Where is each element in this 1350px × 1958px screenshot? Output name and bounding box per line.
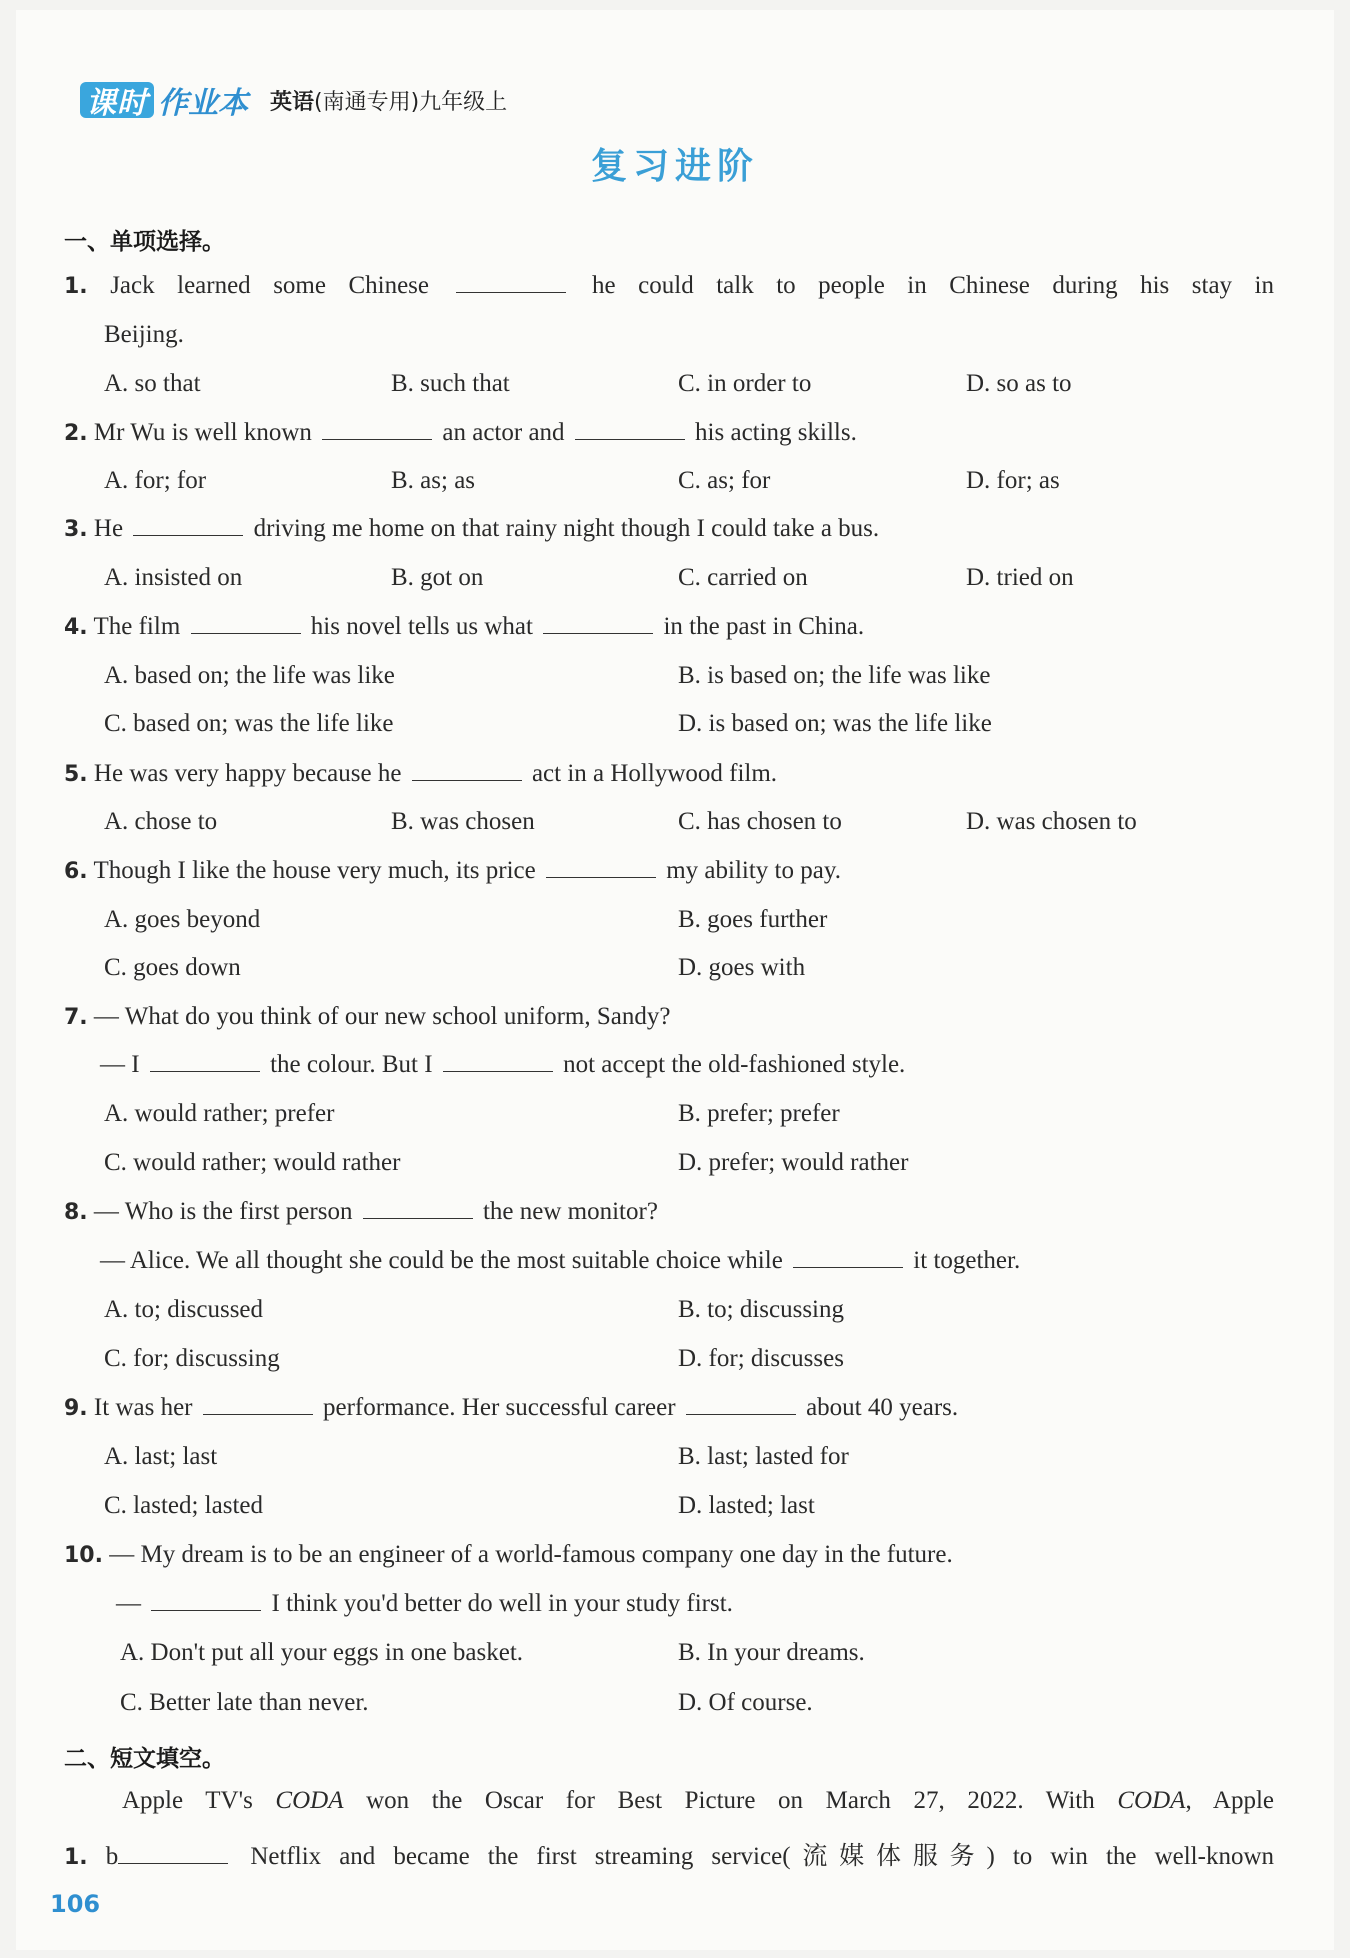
q3-option-c[interactable]: C. carried on [678, 564, 808, 591]
q9-option-d[interactable]: D. lasted; last [678, 1492, 815, 1519]
q8-option-d[interactable]: D. for; discusses [678, 1345, 844, 1372]
q5-option-a[interactable]: A. chose to [104, 808, 218, 835]
passage-blank-number: 1. [64, 1845, 88, 1870]
q2-text-b: an actor and [442, 419, 565, 446]
q6-text-a: Though I like the house very much, its price [93, 857, 536, 884]
q4-text-b: his novel tells us what [310, 613, 533, 640]
q5-text-b: act in a Hollywood film. [531, 760, 778, 787]
q10-text-c: I think you'd better do well in your study first. [271, 1590, 733, 1617]
q9-blank-2[interactable] [686, 1394, 796, 1415]
q10-option-a[interactable]: A. Don't put all your eggs in one basket. [120, 1639, 524, 1666]
q4-option-d[interactable]: D. is based on; was the life like [678, 710, 992, 737]
q8-line1 [64, 1198, 658, 1226]
q2-option-a[interactable]: A. for; for [104, 467, 207, 494]
q6-option-b[interactable]: B. goes further [678, 906, 828, 933]
q8-blank-1[interactable] [363, 1198, 473, 1219]
q6-line1 [64, 857, 841, 885]
q2-number: 2. [64, 421, 88, 446]
q8-option-a[interactable]: A. to; discussed [104, 1296, 264, 1323]
passage-l1-d: CODA [1117, 1787, 1186, 1814]
q2-option-c[interactable]: C. as; for [678, 467, 771, 494]
q9-text-b: performance. Her successful career [323, 1394, 676, 1421]
q2-blank-2[interactable] [575, 419, 685, 440]
q10-text-b: — [116, 1590, 141, 1617]
q10-option-c[interactable]: C. Better late than never. [120, 1689, 369, 1716]
q1-option-c[interactable]: C. in order to [678, 370, 812, 397]
q5-number: 5. [64, 762, 88, 787]
q1-text-a: Jack learned some Chinese [110, 272, 430, 299]
q8-text-d: it together. [913, 1247, 1021, 1274]
q3-text-a: He [93, 515, 124, 542]
q5-text-a: He was very happy because he [93, 760, 402, 787]
q6-number: 6. [64, 859, 88, 884]
subject-bold: 英语 [270, 89, 315, 115]
q7-line1 [64, 1003, 670, 1031]
q7-option-c[interactable]: C. would rather; would rather [104, 1149, 401, 1176]
q8-text-b: the new monitor? [482, 1198, 658, 1225]
q10-option-b[interactable]: B. In your dreams. [678, 1639, 865, 1666]
q3-text-b: driving me home on that rainy night though I could take a bus. [253, 515, 880, 542]
q7-blank-2[interactable] [443, 1051, 553, 1072]
q10-line1 [64, 1541, 953, 1569]
q3-option-a[interactable]: A. insisted on [104, 564, 243, 591]
q6-option-c[interactable]: C. goes down [104, 954, 241, 981]
q4-option-b[interactable]: B. is based on; the life was like [678, 662, 991, 689]
passage-line2 [64, 1836, 1274, 1872]
q2-option-b[interactable]: B. as; as [391, 467, 476, 494]
q5-option-d[interactable]: D. was chosen to [966, 808, 1137, 835]
q2-line1 [64, 419, 857, 447]
passage-l2-a: b [105, 1843, 119, 1870]
q3-option-d[interactable]: D. tried on [966, 564, 1074, 591]
q7-number: 7. [64, 1005, 88, 1030]
passage-blank-1[interactable] [118, 1843, 228, 1864]
page-title: 复习进阶 [590, 146, 759, 187]
q8-blank-2[interactable] [793, 1247, 903, 1268]
passage-l1-a: Apple TV's [122, 1787, 276, 1814]
q9-option-b[interactable]: B. last; lasted for [678, 1443, 849, 1470]
q4-number: 4. [64, 615, 88, 640]
q4-option-c[interactable]: C. based on; was the life like [104, 710, 394, 737]
q8-number: 8. [64, 1200, 88, 1225]
logo-text: 作业本 [158, 86, 248, 121]
q7-text-c: the colour. But I [270, 1051, 433, 1078]
q7-line2 [100, 1051, 905, 1079]
q4-line1 [64, 613, 864, 641]
q3-blank[interactable] [133, 515, 243, 536]
q6-blank[interactable] [546, 857, 656, 878]
q9-option-c[interactable]: C. lasted; lasted [104, 1492, 263, 1519]
q5-line1 [64, 760, 777, 788]
q2-option-d[interactable]: D. for; as [966, 467, 1060, 494]
logo-box: 课时 [80, 82, 154, 118]
q2-blank-1[interactable] [322, 419, 432, 440]
q1-option-d[interactable]: D. so as to [966, 370, 1072, 397]
q7-text-b: — I [100, 1051, 140, 1078]
page-number: 106 [50, 1890, 101, 1918]
q7-option-a[interactable]: A. would rather; prefer [104, 1100, 335, 1127]
q9-text-a: It was her [93, 1394, 193, 1421]
q8-option-c[interactable]: C. for; discussing [104, 1345, 280, 1372]
passage-l2-b: Netflix and became the first streaming service(流媒体服务) to win the well-known [250, 1843, 1274, 1870]
q10-blank[interactable] [151, 1590, 261, 1611]
subject-label [270, 85, 507, 116]
q5-option-b[interactable]: B. was chosen [391, 808, 535, 835]
q8-line2 [100, 1247, 1020, 1275]
q4-blank-1[interactable] [191, 613, 301, 634]
q4-blank-2[interactable] [543, 613, 653, 634]
section-2-title: 二、短文填空。 [64, 1746, 225, 1772]
q1-line1 [64, 272, 1274, 300]
q7-text-a: — What do you think of our new school uniform, Sandy? [93, 1003, 671, 1030]
q4-text-a: The film [93, 613, 181, 640]
worksheet-page [16, 10, 1334, 1950]
q7-option-b[interactable]: B. prefer; prefer [678, 1100, 840, 1127]
q2-text-a: Mr Wu is well known [93, 419, 312, 446]
q6-text-b: my ability to pay. [666, 857, 841, 884]
q10-line2 [116, 1590, 733, 1618]
q1-text-b: he could talk to people in Chinese during his stay in [592, 272, 1275, 299]
q5-option-c[interactable]: C. has chosen to [678, 808, 842, 835]
q1-blank[interactable] [456, 272, 566, 293]
q6-option-a[interactable]: A. goes beyond [104, 906, 261, 933]
q7-text-d: not accept the old-fashioned style. [563, 1051, 906, 1078]
q9-blank-1[interactable] [203, 1394, 313, 1415]
q8-option-b[interactable]: B. to; discussing [678, 1296, 844, 1323]
q9-option-a[interactable]: A. last; last [104, 1443, 218, 1470]
q4-text-c: in the past in China. [663, 613, 865, 640]
q1-line2: Beijing. [104, 321, 184, 348]
q9-number: 9. [64, 1396, 88, 1421]
passage-l1-e: , Apple [1185, 1787, 1275, 1814]
section-1-title: 一、单项选择。 [64, 229, 225, 255]
q3-option-b[interactable]: B. got on [391, 564, 484, 591]
q9-line1 [64, 1394, 958, 1422]
q5-blank[interactable] [412, 760, 522, 781]
passage-l1-c: won the Oscar for Best Picture on March 27, 2022. With [343, 1787, 1118, 1814]
header [80, 80, 507, 120]
q4-option-a[interactable]: A. based on; the life was like [104, 662, 395, 689]
q6-option-d[interactable]: D. goes with [678, 954, 806, 981]
q7-option-d[interactable]: D. prefer; would rather [678, 1149, 909, 1176]
q10-number: 10. [64, 1543, 103, 1568]
q3-line1 [64, 515, 879, 543]
q8-text-a: — Who is the first person [93, 1198, 353, 1225]
passage-l1-b: CODA [275, 1787, 344, 1814]
q7-blank-1[interactable] [150, 1051, 260, 1072]
q10-option-d[interactable]: D. Of course. [678, 1689, 813, 1716]
q9-text-c: about 40 years. [806, 1394, 959, 1421]
q1-option-a[interactable]: A. so that [104, 370, 201, 397]
passage-line1 [122, 1787, 1274, 1815]
q2-text-c: his acting skills. [695, 419, 857, 446]
q10-text-a: — My dream is to be an engineer of a world-famous company one day in the future. [109, 1541, 953, 1568]
subject-rest: (南通专用)九年级上 [314, 89, 508, 115]
q1-option-b[interactable]: B. such that [391, 370, 510, 397]
q8-text-c: — Alice. We all thought she could be the most suitable choice while [100, 1247, 783, 1274]
q3-number: 3. [64, 517, 88, 542]
q1-number: 1. [64, 274, 88, 299]
